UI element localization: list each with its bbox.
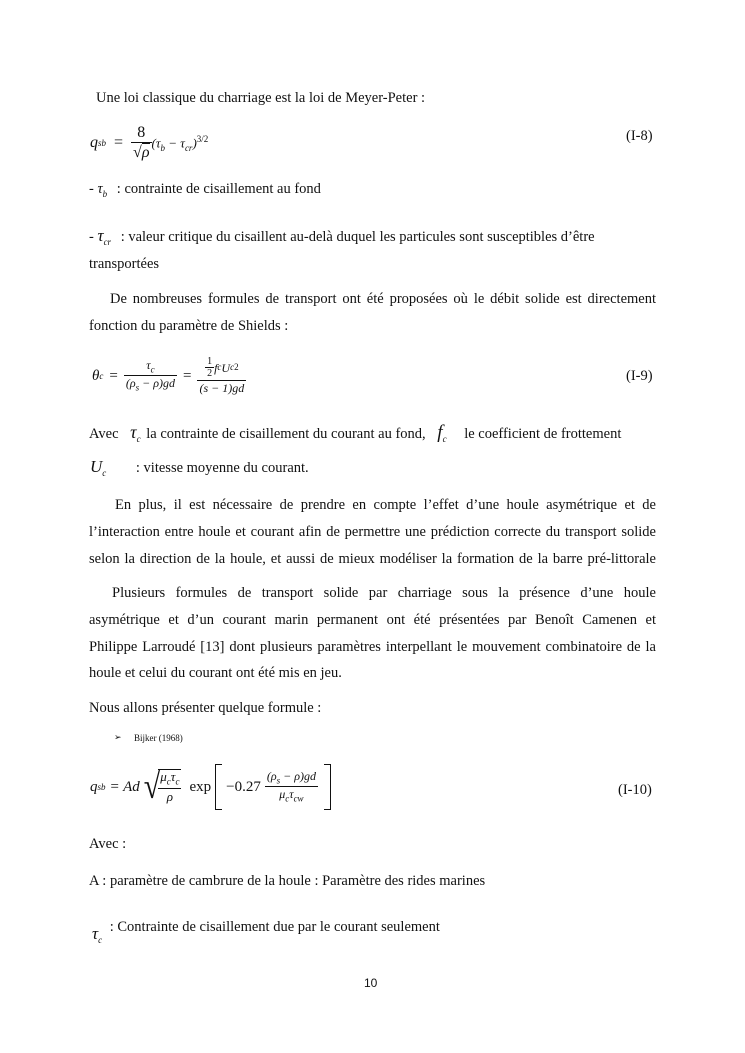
definition-tau-cr: - $\tau_{cr}$ : valeur critique du cisaillent au-delà duquel les particules sont susceptibles d’être: [89, 226, 595, 247]
paragraph-plusieurs-line-3: Philippe Larroudé [13] dont plusieurs paramètres interpellant le mouvement combinatoire de la: [89, 639, 656, 655]
paragraph-en-plus-line-3: selon la direction de la houle, et aussi de mieux modéliser la formation de la barre pré-littorale: [89, 551, 656, 567]
definition-tau-cr-continued: transportées: [89, 256, 160, 272]
nous-allons-text: Nous allons présenter quelque formule :: [89, 700, 322, 716]
page-number: 10: [364, 976, 378, 990]
paragraph-en-plus-line-2: l’interaction entre houle et courant afin de permettre une prédiction correcte du transport solide: [89, 524, 656, 540]
paragraph-shields-line-2: fonction du paramètre de Shields :: [89, 318, 289, 334]
definition-tau-c: $\tau_c$ : Contrainte de cisaillement due par le courant seulement: [92, 919, 440, 945]
bullet-marker: ➢: [114, 732, 122, 742]
definition-tau-b: - $\tau_b$ : contrainte de cisaillement au fond: [89, 181, 321, 199]
equation-bijker: q sb = Ad √ $\frac{\mu_c\tau_c}{\rho}$ exp −0.27 $\frac{(\rho_s - \rho)gd}{\mu_c\tau_{cw}}$: [90, 762, 331, 812]
paragraph-plusieurs-line-1: Plusieurs formules de transport solide par charriage sous la présence d’une houle: [112, 585, 656, 601]
bullet-bijker: Bijker (1968): [134, 733, 183, 743]
equation-label-i9: (I-9): [626, 368, 653, 384]
definition-u-c: $U_c$ : vitesse moyenne du courant.: [90, 457, 309, 478]
equation-meyer-peter: q sb = $\frac{8}{√\rho}$ $(\tau_b - \tau_{cr})^{3/2}$: [90, 124, 209, 161]
equation-label-i10: (I-10): [618, 782, 652, 798]
paragraph-en-plus-line-1: En plus, il est nécessaire de prendre en compte l’effet d’une houle asymétrique et de: [115, 497, 656, 513]
paragraph-plusieurs-line-2: asymétrique et d’un courant marin permanent ont été présentées par Benoît Camenen et: [89, 612, 656, 628]
equation-label-i8: (I-8): [626, 128, 653, 144]
avec-tau-c-line: Avec $\tau_c$ la contrainte de cisaillement du courant au fond, $f_c$ le coefficient de frottement: [89, 422, 622, 444]
paragraph-plusieurs-line-4: houle et celui du courant ont été mis en jeu.: [89, 665, 342, 681]
avec-colon-text: Avec :: [89, 836, 127, 852]
intro-text: Une loi classique du charriage est la loi de Meyer-Peter :: [96, 90, 426, 106]
definition-a: A : paramètre de cambrure de la houle : Paramètre des rides marines: [89, 873, 486, 889]
equation-shields-parameter: θ c = $\frac{\tau_c}{(\rho_s - \rho)gd}$ = $\frac{1}{2}$ f c U c 2 (s − 1)gd: [92, 356, 245, 396]
paragraph-shields-line-1: De nombreuses formules de transport ont été proposées où le débit solide est directement: [110, 291, 656, 307]
